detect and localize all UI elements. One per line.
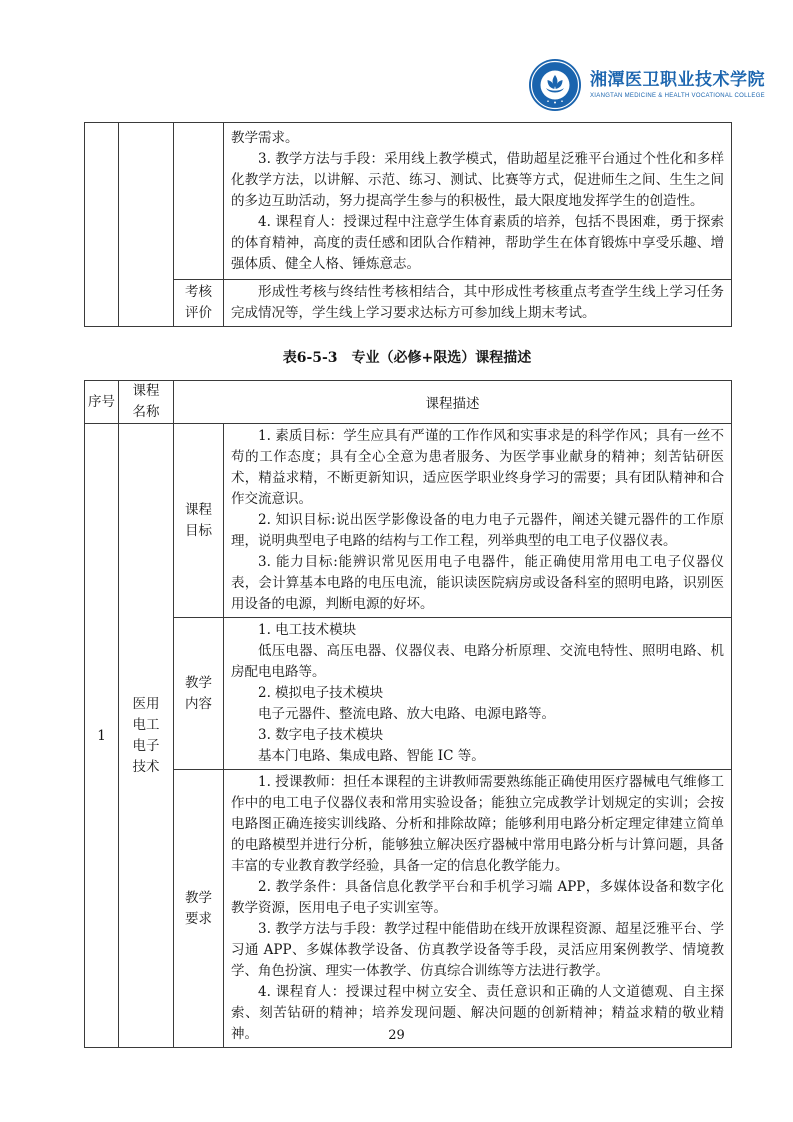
empty-label-cell — [174, 123, 224, 280]
paragraph: 4. 课程育人：授课过程中树立安全、责任意识和正确的人文道德观、自主探索、刻苦钻研的精神；培养发现问题、解决问题的创新精神；精益求精的敬业精神。 — [231, 984, 724, 1042]
header-seq: 序号 — [85, 381, 119, 424]
paragraph: 1. 素质目标：学生应具有严谨的工作作风和实事求是的科学作风；具有一丝不苟的工作态度；具有全心全意为患者服务、为医学事业献身的精神；刻苦钻研医术，精益求精，不断更新知识，适应医学职业终身学习的需要；具有团队精神和合作交流意识。 — [231, 428, 724, 507]
goal-label: 课程目标 — [185, 501, 212, 539]
assessment-label: 考核评价 — [185, 284, 212, 321]
page-number: 29 — [388, 1028, 405, 1043]
paragraph: 低压电器、高压电器、仪器仪表、电路分析原理、交流电特性、照明电路、机房配电电路等。 — [231, 643, 724, 680]
content-label: 教学内容 — [185, 674, 212, 712]
teaching-requirement-content — [224, 123, 732, 280]
paragraph: 教学需求。 — [231, 129, 299, 146]
course-description-table — [84, 380, 732, 1048]
paragraph: 3. 数字电子技术模块 — [258, 727, 384, 743]
empty-seq-cell — [85, 123, 119, 327]
seq-cell: 1 — [85, 424, 119, 1048]
course-name: 医用电工电子技术 — [132, 695, 160, 775]
paragraph: 2. 模拟电子技术模块 — [258, 685, 384, 701]
table-row — [85, 770, 732, 1048]
paragraph: 电子元器件、整流电路、放大电路、电源电路等。 — [258, 706, 555, 722]
continuation-table — [84, 122, 732, 327]
teaching-content — [224, 618, 732, 770]
assessment-label-cell — [174, 280, 224, 327]
paragraph: 3. 教学方法与手段：教学过程中能借助在线开放课程资源、超星泛雅平台、学习通 APP、多媒体教学设备、仿真教学设备等手段，灵活应用案例教学、情境教学、角色扮演、理实一体教学、仿真综合训练等方法进行教学。 — [231, 921, 724, 979]
paragraph: 2. 知识目标:说出医学影像设备的电力电子元器件，阐述关键元器件的工作原理，说明典型电子电路的结构与工作工程，列举典型的电工电子仪器仪表。 — [231, 512, 724, 549]
college-name-zh: 湘潭医卫职业技术学院 — [590, 70, 765, 90]
paragraph: 形成性考核与终结性考核相结合，其中形成性考核重点考查学生线上学习任务完成情况等，学生线上学习要求达标方可参加线上期末考试。 — [231, 284, 724, 321]
paragraph: 4. 课程育人：授课过程中注意学生体育素质的培养，包括不畏困难，勇于探索的体育精神，高度的责任感和团队合作精神，帮助学生在体育锻炼中享受乐趣、增强体质、健全人格、锤炼意志。 — [231, 213, 724, 272]
header-course-name: 课程名称 — [119, 381, 174, 424]
header-course-desc: 课程描述 — [174, 381, 732, 424]
empty-name-cell — [119, 123, 174, 327]
college-name-en: XIANGTAN MEDICINE & HEALTH VOCATIONAL COLLEGE — [590, 93, 765, 99]
paragraph: 3. 教学方法与手段：采用线上教学模式，借助超星泛雅平台通过个性化和多样化教学方法，以讲解、示范、练习、测试、比赛等方式，促进师生之间、生生之间的多边互助活动，努力提高学生参与的积极性，最大限度地发挥学生的创造性。 — [231, 150, 724, 209]
paragraph: 3. 能力目标:能辨识常见医用电子电器件，能正确使用常用电工电子仪器仪表，会计算基本电路的电压电流，能识读医院病房或设备科室的照明电路，识别医用设备的电源，判断电源的好坏。 — [231, 554, 724, 612]
paragraph: 1. 授课教师：担任本课程的主讲教师需要熟练能正确使用医疗器械电气维修工作中的电工电子仪器仪表和常用实验设备；能独立完成教学计划规定的实训；会按电路图正确连接实训线路、分析和排除故障；能够利用电路分析定理定律建立简单的电路模型并进行分析，能够独立解决医疗器械中常用电路分析与计算问题，具备丰富的专业教育教学经验，具备一定的信息化教学能力。 — [231, 774, 724, 874]
assessment-content — [224, 280, 732, 327]
paragraph: 1. 电工技术模块 — [258, 622, 357, 638]
content-label-cell — [174, 618, 224, 770]
paragraph: 2. 教学条件：具备信息化教学平台和手机学习端 APP，多媒体设备和数字化教学资源，医用电子电子实训室等。 — [231, 879, 724, 916]
college-logo — [528, 58, 765, 112]
teaching-require-content — [224, 770, 732, 1048]
require-label-cell — [174, 770, 224, 1048]
table-row — [85, 618, 732, 770]
require-label: 教学要求 — [185, 889, 212, 927]
table-caption: 表6-5-3 专业（必修+限选）课程描述 — [282, 350, 532, 366]
table-row — [85, 424, 732, 618]
goal-content — [224, 424, 732, 618]
paragraph: 基本门电路、集成电路、智能 IC 等。 — [258, 748, 485, 764]
goal-label-cell — [174, 424, 224, 618]
course-name-cell — [119, 424, 174, 1048]
college-logo-emblem — [528, 58, 582, 112]
